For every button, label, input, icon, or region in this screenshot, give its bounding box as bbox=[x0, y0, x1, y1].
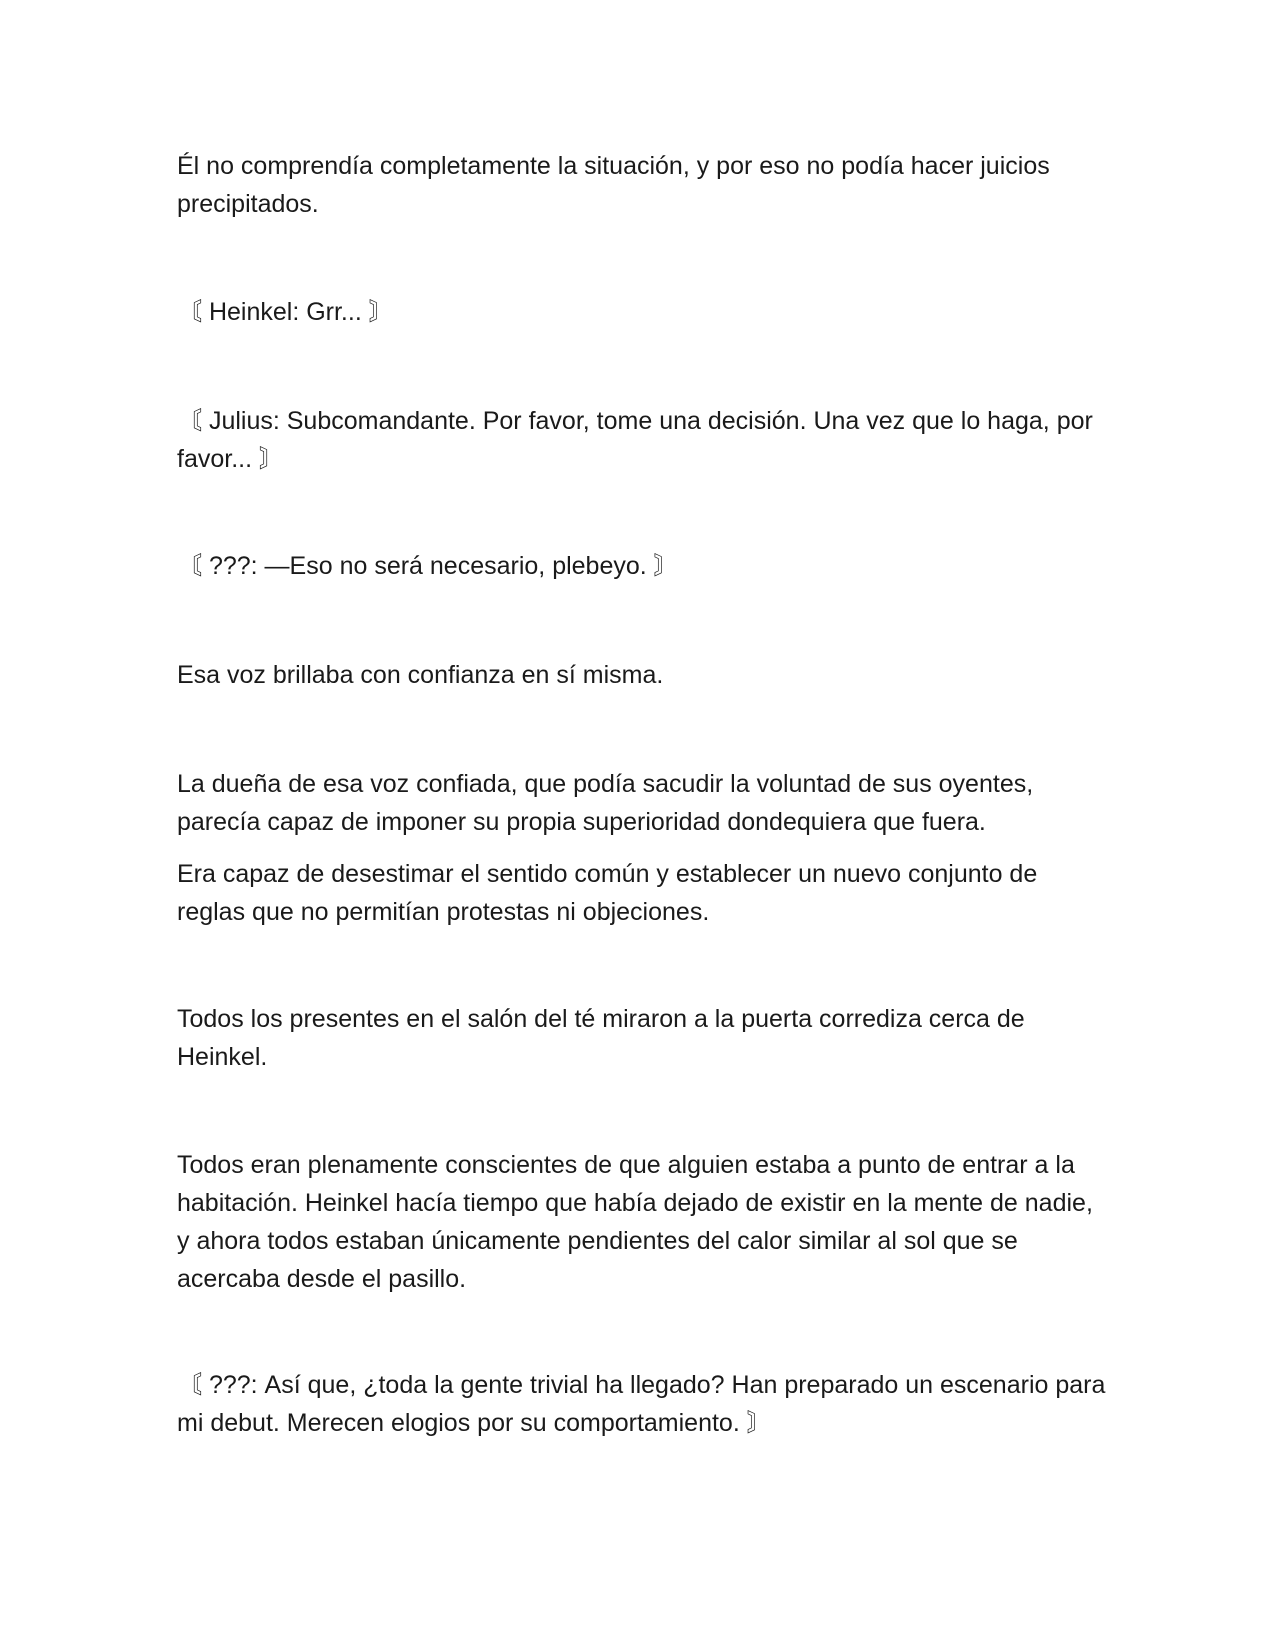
dialogue-julius: 〘 Julius: Subcomandante. Por favor, tome una decisión. Una vez que lo haga, por favor... 〙 bbox=[177, 407, 1093, 473]
dialogue-unknown-1: 〘 ???: —Eso no será necesario, plebeyo. 〙 bbox=[177, 552, 679, 580]
paragraph-1: Él no comprendía completamente la situación, y por eso no podía hacer juicios precipitados. bbox=[177, 152, 1050, 218]
paragraph-voz: Esa voz brillaba con confianza en sí misma. bbox=[177, 661, 664, 689]
dialogue-heinkel: 〘 Heinkel: Grr... 〙 bbox=[177, 298, 394, 326]
paragraph-reglas: Era capaz de desestimar el sentido común y establecer un nuevo conjunto de reglas que no permitían protestas ni objeciones. bbox=[177, 860, 1038, 926]
paragraph-salon: Todos los presentes en el salón del té miraron a la puerta corrediza cerca de Heinkel. bbox=[177, 1005, 1025, 1071]
paragraph-todos: Todos eran plenamente conscientes de que alguien estaba a punto de entrar a la habitación. Heinkel hacía tiempo que había dejado de existir en la mente de nadie, y ahora todos estaban únicamente pendientes del calor similar al sol que se acercaba desde el pasillo. bbox=[177, 1151, 1093, 1293]
paragraph-duena: La dueña de esa voz confiada, que podía sacudir la voluntad de sus oyentes, parecía capaz de imponer su propia superioridad dondequiera que fuera. bbox=[177, 770, 1034, 836]
dialogue-unknown-2: 〘 ???: Así que, ¿toda la gente trivial ha llegado? Han preparado un escenario para mi debut. Merecen elogios por su comportamiento. 〙 bbox=[177, 1371, 1106, 1437]
